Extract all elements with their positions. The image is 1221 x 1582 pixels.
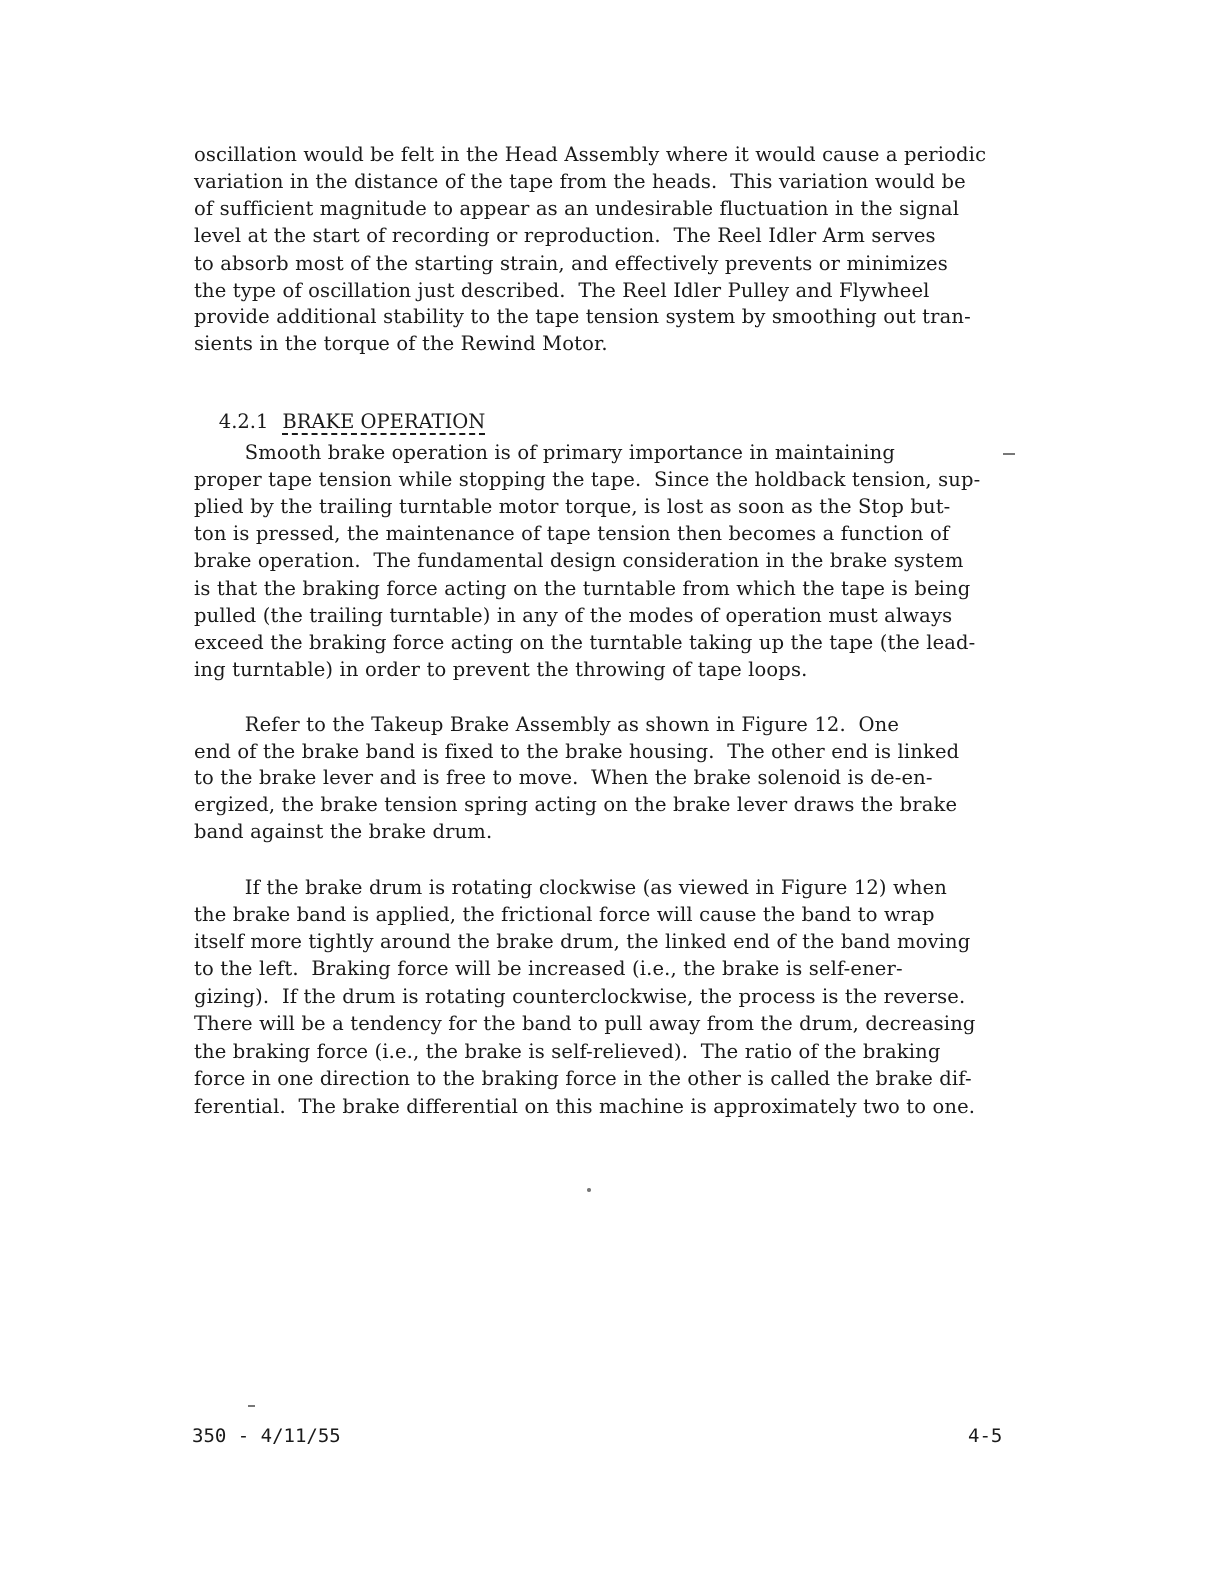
text-line: of sufficient magnitude to appear as an undesirable fluctuation in the signal — [194, 197, 960, 220]
text-line: ferential. The brake differential on this machine is approximately two to one. — [194, 1095, 976, 1118]
text-line: force in one direction to the braking force in the other is called the brake dif- — [194, 1067, 972, 1090]
text-line: ton is pressed, the maintenance of tape tension then becomes a function of — [194, 522, 950, 545]
text-line: pulled (the trailing turntable) in any of the modes of operation must always — [194, 604, 953, 627]
text-line: sients in the torque of the Rewind Motor. — [194, 332, 608, 355]
footer-date-code: 350 - 4/11/55 — [192, 1425, 341, 1447]
text-line: oscillation would be felt in the Head Assembly where it would cause a periodic — [194, 143, 987, 166]
scan-speck — [248, 1405, 255, 1407]
text-line: plied by the trailing turntable motor torque, is lost as soon as the Stop but- — [194, 495, 951, 518]
text-line: brake operation. The fundamental design consideration in the brake system — [194, 549, 964, 572]
text-line: ergized, the brake tension spring acting on the brake lever draws the brake — [194, 793, 958, 816]
text-line: level at the start of recording or reproduction. The Reel Idler Arm serves — [194, 224, 936, 247]
text-line: ing turntable) in order to prevent the throwing of tape loops. — [194, 658, 808, 681]
scan-speck — [587, 1188, 591, 1192]
text-line: If the brake drum is rotating clockwise (as viewed in Figure 12) when — [194, 876, 947, 899]
text-line: to the brake lever and is free to move. When the brake solenoid is de-en- — [194, 766, 933, 789]
footer-page-number: 4-5 — [968, 1425, 1003, 1447]
text-line: variation in the distance of the tape from the heads. This variation would be — [194, 170, 966, 193]
section-number: 4.2.1 — [218, 410, 269, 433]
text-line: proper tape tension while stopping the tape. Since the holdback tension, sup- — [194, 468, 981, 491]
text-line: the braking force (i.e., the brake is self-relieved). The ratio of the braking — [194, 1040, 941, 1063]
text-line: There will be a tendency for the band to pull away from the drum, decreasing — [194, 1012, 976, 1035]
text-line: gizing). If the drum is rotating counterclockwise, the process is the reverse. — [194, 985, 966, 1008]
text-line: itself more tightly around the brake drum, the linked end of the band moving — [194, 930, 971, 953]
text-line: band against the brake drum. — [194, 820, 493, 843]
text-line: to the left. Braking force will be increased (i.e., the brake is self-ener- — [194, 957, 903, 980]
section-title: BRAKE OPERATION — [282, 410, 486, 433]
text-line: the brake band is applied, the frictional force will cause the band to wrap — [194, 903, 935, 926]
text-line: the type of oscillation just described. The Reel Idler Pulley and Flywheel — [194, 279, 930, 302]
text-line: Smooth brake operation is of primary importance in maintaining — [194, 441, 895, 464]
text-line: exceed the braking force acting on the turntable taking up the tape (the lead- — [194, 631, 976, 654]
text-line: end of the brake band is fixed to the brake housing. The other end is linked — [194, 740, 960, 763]
text-line: to absorb most of the starting strain, and effectively prevents or minimizes — [194, 252, 948, 275]
text-line: is that the braking force acting on the turntable from which the tape is being — [194, 577, 971, 600]
text-line: provide additional stability to the tape tension system by smoothing out tran- — [194, 305, 971, 328]
scan-speck — [1003, 453, 1015, 455]
text-line: Refer to the Takeup Brake Assembly as shown in Figure 12. One — [194, 713, 900, 736]
